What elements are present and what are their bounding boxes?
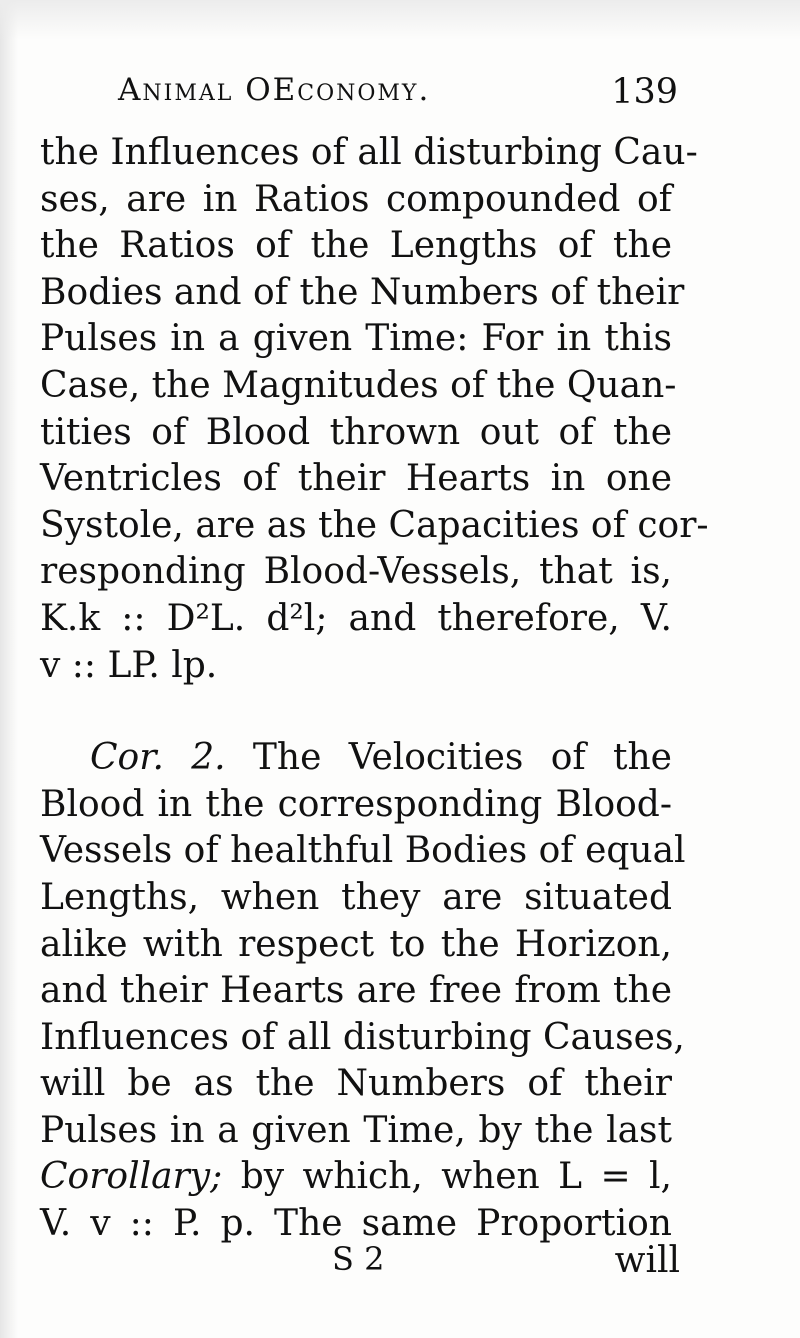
text-line-first xyxy=(40,735,672,782)
text-line: Pulses in a given Time, by the last xyxy=(40,1109,672,1151)
text-line: Influences of all disturbing Causes, xyxy=(40,1016,685,1058)
text-line: and their Hearts are free from the xyxy=(40,970,672,1012)
body-text xyxy=(40,130,709,1248)
running-head-title: Animal OEconomy. xyxy=(118,72,431,108)
text-line: Case, the Magnitudes of the Quan- xyxy=(40,364,677,406)
text-line: Pulses in a given Time: For in this xyxy=(40,318,672,360)
text-line: v :: LP. lp. xyxy=(40,644,218,686)
text-line: Bodies and of the Numbers of their xyxy=(40,271,685,313)
text-line: alike with respect to the Horizon, xyxy=(40,923,672,965)
text-line-rest: by which, when L = l, xyxy=(240,1156,672,1198)
text-line: responding Blood-Vessels, that is, xyxy=(40,551,672,593)
paragraph-2 xyxy=(40,735,686,1248)
page-footer xyxy=(40,1240,680,1286)
text-line: the Influences of all disturbing Cau- xyxy=(40,132,698,173)
signature-mark: S 2 xyxy=(332,1240,385,1278)
text-line-rest: The Velocities of the xyxy=(252,737,672,779)
corollary-label: Cor. 2. xyxy=(90,737,226,779)
text-line: Systole, are as the Capacities of cor- xyxy=(40,504,709,546)
running-head xyxy=(118,72,678,120)
text-line: Blood in the corresponding Blood- xyxy=(40,783,672,825)
text-line: Lengths, when they are situated xyxy=(40,876,672,918)
page-top-shadow xyxy=(0,0,800,40)
paragraph-gap xyxy=(40,689,672,735)
text-line: ses, are in Ratios compounded of xyxy=(40,178,672,220)
text-line: tities of Blood thrown out of the xyxy=(40,411,672,453)
text-line: the Ratios of the Lengths of the xyxy=(40,225,672,267)
page-number: 139 xyxy=(611,72,678,112)
text-line: Ventricles of their Hearts in one xyxy=(40,458,672,500)
text-line-corollary xyxy=(40,1154,672,1201)
catchword: will xyxy=(614,1240,680,1281)
text-line: V. v :: P. p. The same Proportion xyxy=(40,1203,672,1245)
text-line: will be as the Numbers of their xyxy=(40,1063,672,1105)
page-gutter-shadow xyxy=(0,0,18,1338)
corollary-word: Corollary; xyxy=(40,1156,223,1198)
paragraph-1 xyxy=(40,130,709,689)
text-line: K.k :: D²L. d²l; and therefore, V. xyxy=(40,597,672,639)
text-line: Vessels of healthful Bodies of equal xyxy=(40,830,686,872)
